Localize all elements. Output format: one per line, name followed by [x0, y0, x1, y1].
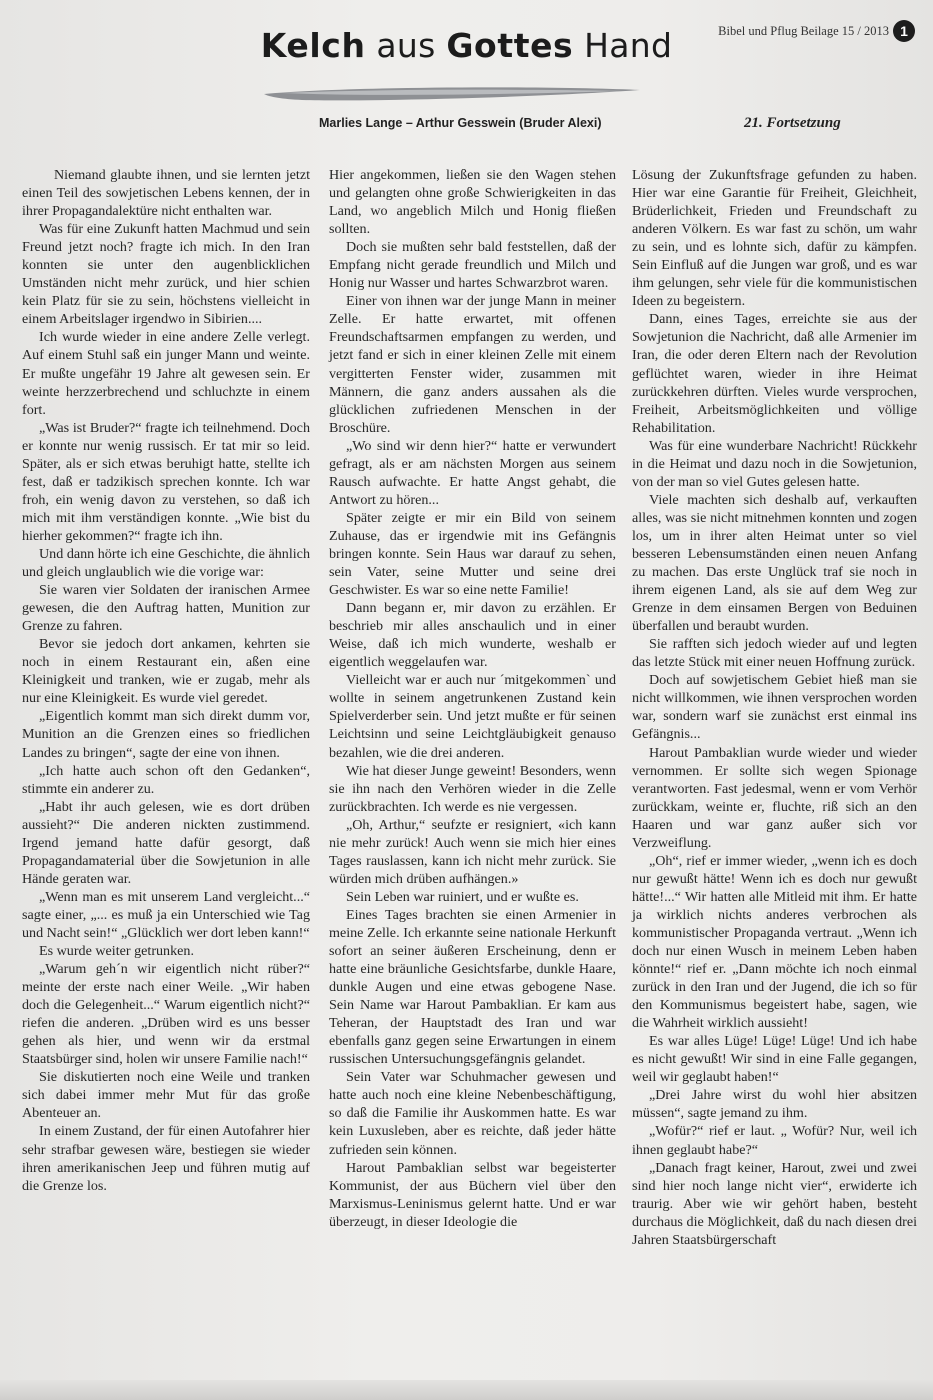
paragraph: Und dann hörte ich eine Geschichte, die ähnlich und gleich unglaublich wie die vorige war:	[22, 545, 310, 581]
paragraph: „Drei Jahre wirst du wohl hier absitzen müssen“, sagte jemand zu ihm.	[632, 1087, 917, 1122]
paragraph: Dann, eines Tages, erreichte sie aus der Sowjetunion die Nachricht, daß alle Armenier im Iran, die oder deren Eltern nach der Revolution geflüchtet waren, wieder in ihre Heimat zurückkehren dürften. Vieles wurde versprochen, Freiheit, Arbeitsmöglichkeiten und völlige Rehabilitation.	[632, 311, 917, 436]
paragraph: Bevor sie jedoch dort ankamen, kehrten sie noch in einem Restaurant ein, aßen eine Kleinigkeit und tranken, wie er zugab, mehr als nur eine Kleinigkeit. Es wurde viel geredet.	[22, 636, 310, 707]
page-number-badge: 1	[893, 20, 915, 42]
paragraph: „Eigentlich kommt man sich direkt dumm vor, Munition an die Grenzen eines so friedlichen Landes zu bringen“, sagte der eine von ihnen.	[22, 708, 310, 761]
title-word-aus: aus	[365, 26, 447, 65]
paragraph: Viele machten sich deshalb auf, verkauften alles, was sie nicht mitnehmen konnten und zogen los, um in ihrer alten Heimat unter so viel besseren Lebensumständen einen neuen Anfang zu machen. Das erste Unglück traf sie noch in ihrem eigenen Land, als sie auf dem Weg zur Grenze in dem einsamen Bergen von Beduinen überfallen und beraubt wurden.	[632, 491, 917, 635]
paragraph: Wie hat dieser Junge geweint! Besonders, wenn sie ihn nach den Verhören wieder in die Zelle zurückbrachten. Ich werde es nie vergessen.	[329, 762, 616, 815]
paragraph: Niemand glaubte ihnen, und sie lernten jetzt einen Teil des sowjetischen Lebens kennen, der in ihrer Propagandalektüre nicht enthalten war.	[22, 167, 310, 220]
paragraph: Ich wurde wieder in eine andere Zelle verlegt. Auf einem Stuhl saß ein junger Mann und weinte. Er mußte ungefähr 19 Jahre alt gewesen sein. Er weinte herzzerbrechend und schluchzte in einem fort.	[22, 329, 310, 418]
paragraph: Sein Leben war ruiniert, und er wußte es.	[346, 888, 579, 905]
title-swoosh-ornament	[262, 82, 642, 104]
paragraph: „Wo sind wir denn hier?“ hatte er verwundert gefragt, als er am nächsten Morgen aus seinem Rausch aufwachte. Er hatte Angst gehabt, die Antwort zu hören...	[329, 437, 616, 508]
paragraph: „Habt ihr auch gelesen, wie es dort drüben aussieht?“ Die anderen nickten zustimmend. Irgend jemand hatte dafür gesorgt, daß Propagandamaterial über die Sowjetunion in alle Hände geraten war.	[22, 798, 310, 887]
byline-authors: Marlies Lange – Arthur Gesswein (Bruder Alexi)	[319, 116, 602, 130]
paragraph: Einer von ihnen war der junge Mann in meiner Zelle. Er hatte erwartet, mit offenen Freundschaftsarmen empfangen zu werden, und jetzt fand er sich in einer kleinen Zelle mit einem vergitterten Fenster wider, zusammen mit Männern, die ganz anders aussahen als die glücklichen zufriedenen Menschen in der Broschüre.	[329, 293, 616, 436]
article-title	[0, 23, 933, 65]
text-column-2	[329, 166, 616, 1231]
paragraph: Später zeigte er mir ein Bild von seinem Zuhause, das er irgendwie mit ins Gefängnis bringen konnte. Sein Haus war darauf zu sehen, sein Vater, seine Mutter und seine drei Geschwister. Es war so eine nette Familie!	[329, 509, 616, 599]
paragraph: Sie waren vier Soldaten der iranischen Armee gewesen, die den Auftrag hatten, Munition zur Grenze zu fahren.	[22, 582, 310, 635]
title-word-kelch: Kelch	[260, 26, 366, 65]
paragraph: Lösung der Zukunftsfrage gefunden zu haben. Hier war eine Garantie für Freiheit, Gleichheit, Brüderlichkeit, Frieden und Freundschaft zu anderen Völkern. Es war fast zu schön, um wahr zu sein, und es lohnte sich, dafür zu kämpfen. Sein Einfluß auf die Jungen war groß, und es war ihm gelungen, sehr viele für die kommunistischen Ideen zu begeistern.	[632, 167, 917, 310]
paragraph: Dann begann er, mir davon zu erzählen. Er beschrieb mir alles anschaulich und in einer Weise, daß ich mich wunderte, weshalb er eigentlich weggelaufen war.	[329, 600, 616, 671]
page-bottom-edge	[0, 1380, 933, 1400]
paragraph: Sie rafften sich jedoch wieder auf und legten das letzte Stück mit einer neuen Hoffnung zurück.	[632, 636, 917, 671]
paragraph: Harout Pambaklian wurde wieder und wieder vernommen. Er sollte sich wegen Spionage verantworten. Fast jedesmal, wenn er vom Verhör zurückkam, weinte er, fluchte, riß sich an den Haaren und war ganz außer sich vor Verzweiflung.	[632, 744, 917, 851]
paragraph: „Wenn man es mit unserem Land vergleicht...“ sagte einer, „... es muß ja ein Unterschied wie Tag und Nacht sein!“ „Glücklich wer dort leben kann!“	[22, 888, 310, 941]
text-column-3	[632, 166, 917, 1249]
paragraph: „Danach fragt keiner, Harout, zwei und zwei sind hier noch lange nicht vier“, erwiderte ich traurig. Aber wie wir gehört haben, besteht durchaus die Möglichkeit, daß du nach diesen drei Jahren Staatsbürgerschaft	[632, 1159, 917, 1248]
title-word-hand: Hand	[573, 26, 673, 65]
title-word-gottes: Gottes	[446, 26, 574, 65]
paragraph: Doch sie mußten sehr bald feststellen, daß der Empfang nicht gerade freundlich und Milch und Honig nur Wasser und hartes Schwarzbrot waren.	[329, 239, 616, 292]
paragraph: Es war alles Lüge! Lüge! Lüge! Und ich habe es nicht gewußt! Wir sind in eine Falle gegangen, weil wir geglaubt haben!“	[632, 1033, 917, 1086]
paragraph: Hier angekommen, ließen sie den Wagen stehen und gelangten ohne große Schwierigkeiten in das Land, wo angeblich Milch und Honig fließen sollten.	[329, 167, 616, 238]
paragraph: „Oh“, rief er immer wieder, „wenn ich es doch nur gewußt hätte! Wenn ich es doch nur gewußt hätte!...“ Wir hatten alle Mitleid mit ihm. Er hatte ja wirklich nichts anderes verbrochen als kommunistischer Propaganda vertraut. „Wenn ich doch nur einen Wusch in meinem Leben haben könnte!“ rief er. „Dann möchte ich noch einmal zurück in den Iran und der Jugend, die ich so für den Kommunismus begeistert habe, sagen, wie die Wahrheit wirklich aussieht!	[632, 852, 917, 1032]
paragraph: „Ich hatte auch schon oft den Gedanken“, stimmte ein anderer zu.	[22, 762, 310, 797]
paragraph: „Oh, Arthur,“ seufzte er resigniert, «ich kann nie mehr zurück! Auch wenn sie mich hier eines Tages rauslassen, kann ich nicht mehr zurück. Sie würden mich drüben aufhängen.»	[329, 816, 616, 887]
paragraph: Was für eine wunderbare Nachricht! Rückkehr in die Heimat und dazu noch in die Sowjetunion, von der man so viel Gutes gelesen hatte.	[632, 437, 917, 490]
paragraph: In einem Zustand, der für einen Autofahrer hier sehr strafbar gewesen wäre, bestiegen sie wieder ihren amerikanischen Jeep und führen mutig auf die Grenze los.	[22, 1123, 310, 1194]
paragraph: Eines Tages brachten sie einen Armenier in meine Zelle. Ich erkannte seine nationale Herkunft sofort an seiner äußeren Erscheinung, denn er hatte eine bräunliche Gesichtsfarbe, dunkle Haare, dunkle Augen und eine etwas gebogene Nase. Sein Name war Harout Pambaklian. Er kam aus Teheran, der Hauptstadt des Iran und war ebenfalls ganz gegen seine Erwartungen in einem russischen Untersuchungsgefängnis gelandet.	[329, 906, 616, 1068]
paragraph: Sein Vater war Schuhmacher gewesen und hatte auch noch eine kleine Nebenbeschäftigung, so daß die Familie ihr Auskommen hatte. Es war kein Luxusleben, aber es reichte, daß jeder hätte zufrieden sein können.	[329, 1069, 616, 1158]
paragraph: Harout Pambaklian selbst war begeisterter Kommunist, der aus Büchern viel über den Marxismus-Leninismus gelernt hatte. Und er war überzeugt, in dieser Ideologie die	[329, 1159, 616, 1230]
paragraph: Sie diskutierten noch eine Weile und tranken sich dabei immer mehr Mut für das große Abenteuer an.	[22, 1069, 310, 1122]
installment-label: 21. Fortsetzung	[744, 115, 841, 131]
paragraph: „Wofür?“ rief er laut. „ Wofür? Nur, weil ich ihnen geglaubt habe?“	[632, 1123, 917, 1158]
text-column-1	[22, 166, 310, 1195]
paragraph: Was für eine Zukunft hatten Machmud und sein Freund jetzt noch? fragte ich mich. In den Iran konnten sie unter den augenblicklichen Umständen nicht mehr zurück, und hier schien kein Platz für sie zu sein, höchstens vielleicht in einem Arbeitslager irgendwo in Sibirien....	[22, 221, 310, 328]
paragraph: „Warum geh´n wir eigentlich nicht rüber?“ meinte der erste nach einer Weile. „Wir haben doch die Gelegenheit...“ Warum eigentlich nicht?“ riefen die anderen. „Drüben wird es uns besser gehen als hier, und wenn wir da erstmal Staatsbürger sind, holen wir unsere Familie nach!“	[22, 961, 310, 1068]
publication-info: Bibel und Pflug Beilage 15 / 2013	[718, 23, 889, 38]
paragraph: Es wurde weiter getrunken.	[39, 943, 194, 960]
paragraph: Vielleicht war er auch nur ´mitgekommen` und wollte in seinem angetrunkenen Zustand kein Spielverderber sein. Und jetzt mußte er für seinen Leichtsinn und seine Leichtgläubigkeit genauso bezahlen, wie die drei anderen.	[329, 672, 616, 761]
paragraph: „Was ist Bruder?“ fragte ich teilnehmend. Doch er konnte nur wenig russisch. Er tat mir so leid. Später, als er sich etwas beruhigt hatte, stellte ich fest, daß er tadzikisch sprechen konnte. Ich war froh, ein wenig davon zu verstehen, so daß ich mich mit ihm verständigen konnte. „Wie bist du hierher gekommen?“ fragte ich ihn.	[22, 419, 310, 544]
paragraph: Doch auf sowjetischem Gebiet hieß man sie nicht willkommen, wie ihnen versprochen worden war, sondern warf sie zunächst erst einmal ins Gefängnis...	[632, 672, 917, 743]
